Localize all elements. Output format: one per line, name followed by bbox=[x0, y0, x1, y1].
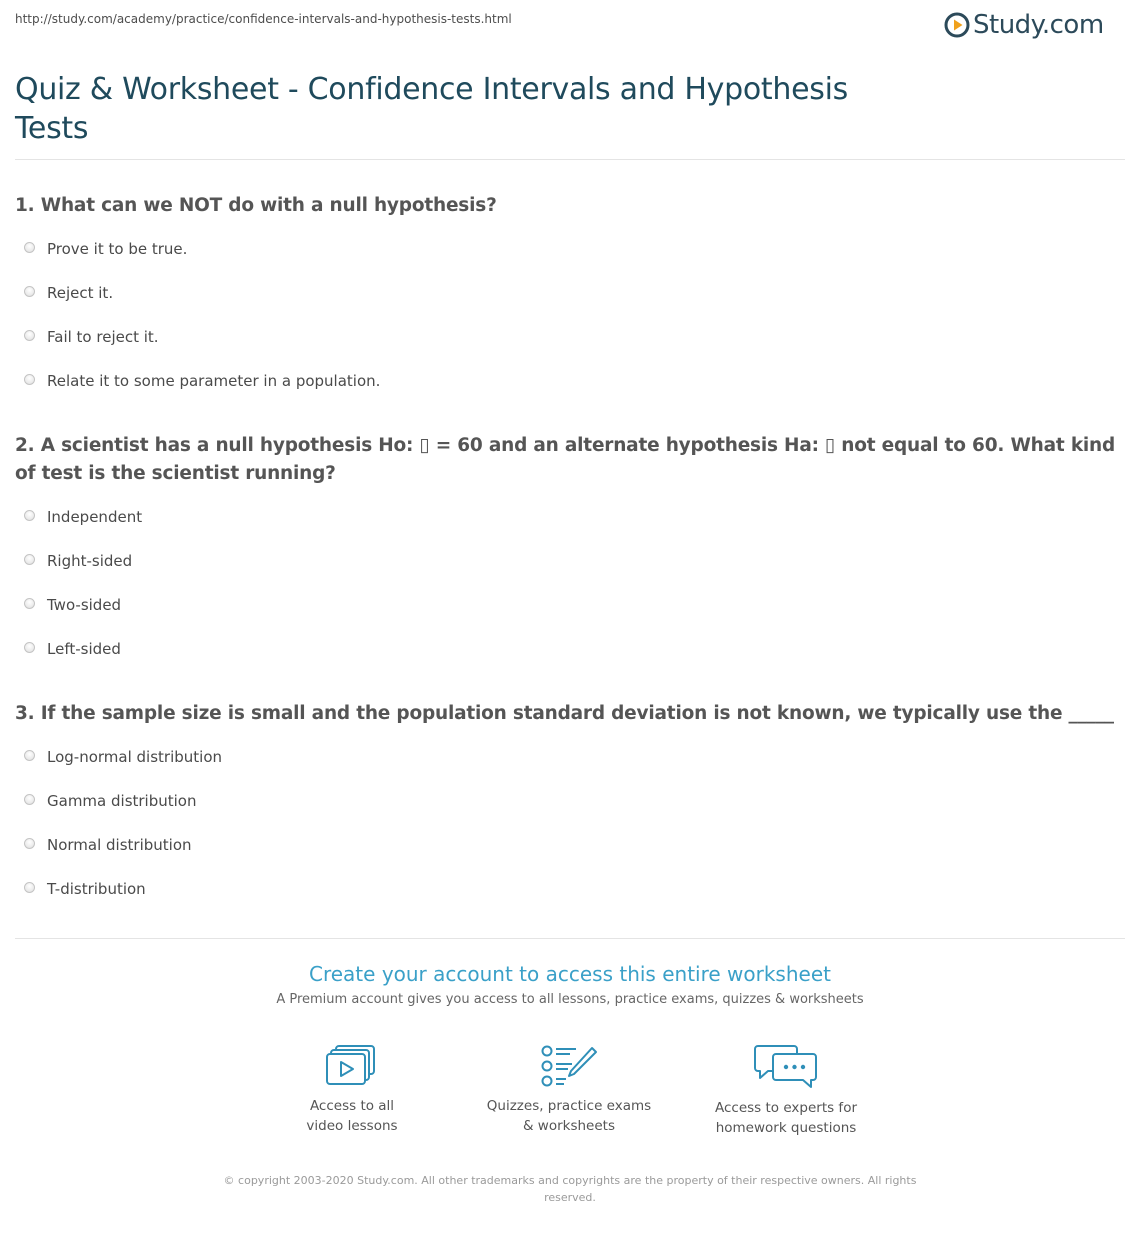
radio-button[interactable] bbox=[24, 330, 35, 341]
answer-option[interactable] bbox=[24, 371, 380, 391]
answer-label: Right-sided bbox=[47, 552, 133, 570]
answer-label: Two-sided bbox=[47, 596, 122, 614]
copyright-notice: © copyright 2003-2020 Study.com. All other trademarks and copyrights are the property of their respective owners. All rights reserved. bbox=[223, 1174, 917, 1204]
answer-option[interactable] bbox=[24, 879, 146, 899]
radio-button[interactable] bbox=[24, 598, 35, 609]
answer-label: Left-sided bbox=[47, 640, 121, 658]
title-divider bbox=[15, 159, 1125, 160]
question-2: 2. A scientist has a null hypothesis Ho: ▯ = 60 and an alternate hypothesis Ha: ▯ not equal to 60. What kind of test is the scientist running? bbox=[15, 435, 1116, 484]
radio-button[interactable] bbox=[24, 642, 35, 653]
answer-option[interactable] bbox=[24, 791, 196, 811]
video-lessons-icon bbox=[325, 1044, 379, 1088]
answer-option[interactable] bbox=[24, 747, 222, 767]
answer-label: T-distribution bbox=[47, 880, 146, 898]
radio-button[interactable] bbox=[24, 882, 35, 893]
answer-option[interactable] bbox=[24, 639, 121, 659]
question-3: 3. If the sample size is small and the population standard deviation is not known, we typically use the _____ bbox=[15, 703, 1114, 724]
page-title: Quiz & Worksheet - Confidence Intervals and Hypothesis Tests bbox=[15, 72, 848, 146]
answer-label: Fail to reject it. bbox=[47, 328, 159, 346]
feature-label: Quizzes, practice exams & worksheets bbox=[486, 1098, 652, 1134]
answer-label: Normal distribution bbox=[47, 836, 192, 854]
cta-divider bbox=[15, 938, 1125, 939]
answer-option[interactable] bbox=[24, 835, 192, 855]
study-logo[interactable] bbox=[944, 8, 1124, 42]
feature-quizzes bbox=[459, 1044, 679, 1136]
answer-label: Relate it to some parameter in a population. bbox=[47, 372, 381, 390]
radio-button[interactable] bbox=[24, 242, 35, 253]
answer-label: Prove it to be true. bbox=[47, 240, 188, 258]
feature-label: Access to all video lessons bbox=[306, 1098, 398, 1134]
create-account-link[interactable]: Create your account to access this entire worksheet bbox=[309, 962, 831, 986]
question-1: 1. What can we NOT do with a null hypothesis? bbox=[15, 195, 497, 216]
answer-option[interactable] bbox=[24, 327, 159, 347]
chat-bubbles-icon bbox=[754, 1044, 818, 1090]
answer-option[interactable] bbox=[24, 507, 142, 527]
answer-option[interactable] bbox=[24, 595, 121, 615]
answer-label: Reject it. bbox=[47, 284, 114, 302]
radio-button[interactable] bbox=[24, 838, 35, 849]
radio-button[interactable] bbox=[24, 794, 35, 805]
radio-button[interactable] bbox=[24, 374, 35, 385]
answer-option[interactable] bbox=[24, 551, 132, 571]
play-logo-icon bbox=[944, 12, 970, 38]
feature-experts bbox=[676, 1044, 896, 1138]
premium-description: A Premium account gives you access to all lessons, practice exams, quizzes & worksheets bbox=[276, 992, 864, 1007]
answer-label: Independent bbox=[47, 508, 143, 526]
answer-label: Gamma distribution bbox=[47, 792, 197, 810]
feature-label: Access to experts for homework questions bbox=[714, 1100, 857, 1136]
radio-button[interactable] bbox=[24, 554, 35, 565]
answer-label: Log-normal distribution bbox=[47, 748, 223, 766]
logo-text: Study.com bbox=[973, 10, 1104, 40]
answer-option[interactable] bbox=[24, 239, 187, 259]
quiz-checklist-icon bbox=[540, 1044, 598, 1088]
answer-option[interactable] bbox=[24, 283, 113, 303]
radio-button[interactable] bbox=[24, 286, 35, 297]
page-url: http://study.com/academy/practice/confidence-intervals-and-hypothesis-tests.html bbox=[15, 12, 512, 26]
radio-button[interactable] bbox=[24, 750, 35, 761]
feature-video-lessons bbox=[242, 1044, 462, 1136]
radio-button[interactable] bbox=[24, 510, 35, 521]
